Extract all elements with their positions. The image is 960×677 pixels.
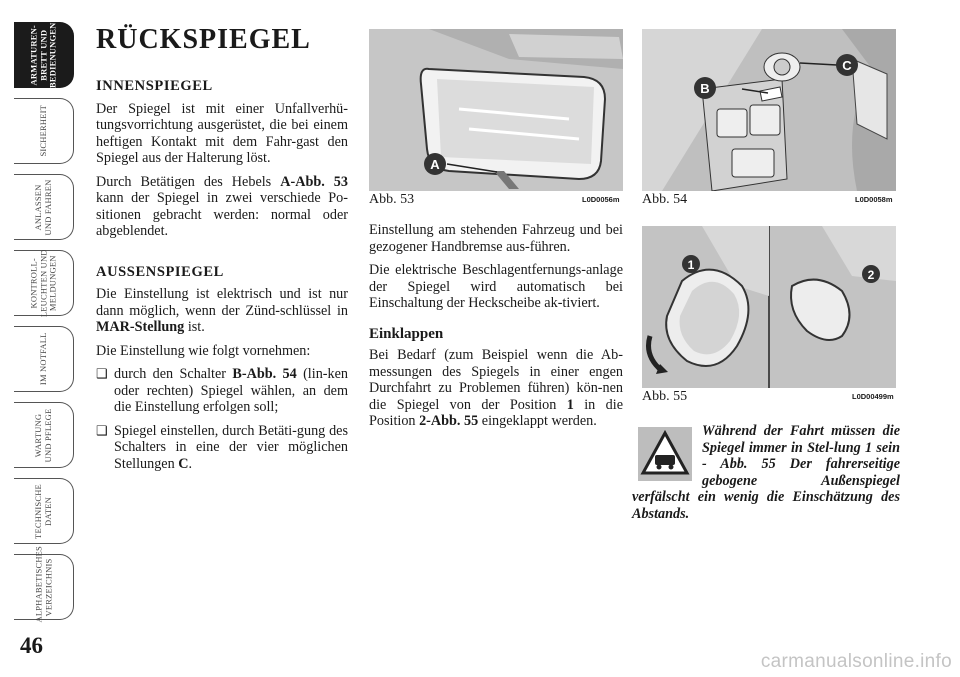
figure-caption: Abb. 53 [369,192,415,207]
paragraph: Die elektrische Beschlagentfernungs-anlage der Spiegel wird automatisch bei Einschaltung der Heckscheibe ak-tiviert. [369,262,623,311]
page-title: RÜCKSPIEGEL [96,24,311,55]
watermark: carmanualsonline.info [760,651,952,672]
heading-einklappen: Einklappen [369,325,444,342]
tab-technische-daten[interactable]: TECHNISCHE DATEN [14,478,74,544]
figure-code: L0D00499m [852,392,894,401]
label-b: B [700,81,710,96]
figure-caption: Abb. 54 [642,192,688,207]
tab-kontrollleuchten[interactable]: KONTROLL- LEUCHTEN UND MELDUNGEN [14,250,74,316]
paragraph: Der Spiegel ist mit einer Unfallverhü-tungsvorrichtung ausgerüstet, die bei einem heftigen Kontakt mit dem Fahr-gast den Spiegel aus der Halterung löst. [96,100,348,166]
figure-54-mirror-switch [642,29,896,191]
heading-innenspiegel: INNENSPIEGEL [96,78,213,94]
middle-column [369,222,623,437]
tab-anlassen[interactable]: ANLASSEN UND FAHREN [14,174,74,240]
warning-note: Während der Fahrt müssen die Spiegel immer in Stel-lung 1 sein - Abb. 55 Der fahrerseitige gebogene Außenspiegel verfälscht ein wenig die Einschätzung des Abstands. [632,423,900,522]
paragraph: Bei Bedarf (zum Beispiel wenn die Ab-messungen des Spiegels in einer engen Durchfahrt zu Problemen führen) kön-nen die Spiegel von der Position 1 in die Position 2-Abb. 55 eingeklappt werden. [369,347,623,429]
left-column [96,78,348,479]
tab-verzeichnis[interactable]: ALPHABETISCHES VERZEICHNIS [14,554,74,620]
heading-aussenspiegel: AUSSENSPIEGEL [96,263,224,280]
label-1: 1 [687,258,695,272]
paragraph: Die Einstellung wie folgt vornehmen: [96,342,311,359]
checkbox-bullet-icon: ❑ [96,366,108,381]
tab-im-notfall[interactable]: IM NOTFALL [14,326,74,392]
figure-caption: Abb. 55 [642,389,688,404]
figure-55-folding-mirror [642,226,896,388]
list-item: ❑ Spiegel einstellen, durch Betäti-gung des Schalters in eine der vier möglichen Stellungen C. [96,422,348,472]
paragraph: Einstellung am stehenden Fahrzeug und bei gezogener Handbremse aus-führen. [369,222,623,255]
checkbox-bullet-icon: ❑ [96,422,108,438]
paragraph: Durch Betätigen des Hebels A-Abb. 53 kann der Spiegel in zwei verschiede Po-sitionen gebracht werden: normal oder abgeblendet. [96,173,348,239]
figure-code: L0D0056m [582,195,620,204]
label-c: C [842,58,852,73]
figure-code: L0D0058m [855,195,893,204]
page-number: 46 [20,633,43,658]
label-2: 2 [867,268,875,282]
tab-wartung[interactable]: WARTUNG UND PFLEGE [14,402,74,468]
figure-53-rearview-mirror [369,29,623,191]
label-a: A [430,157,440,172]
list-item: ❑ durch den Schalter B-Abb. 54 (lin-ken oder rechten) Spiegel wählen, an dem die Einstellung erfolgen soll; [96,366,348,415]
paragraph: Die Einstellung ist elektrisch und ist nur dann möglich, wenn der Zünd-schlüssel in MAR-Stellung ist. [96,286,348,335]
tab-sicherheit[interactable]: SICHERHEIT [14,98,74,164]
tab-armaturenbrett[interactable]: ARMATUREN- BRETT UND BEDIENUNGEN [14,22,74,88]
warning-triangle-icon [638,427,692,481]
